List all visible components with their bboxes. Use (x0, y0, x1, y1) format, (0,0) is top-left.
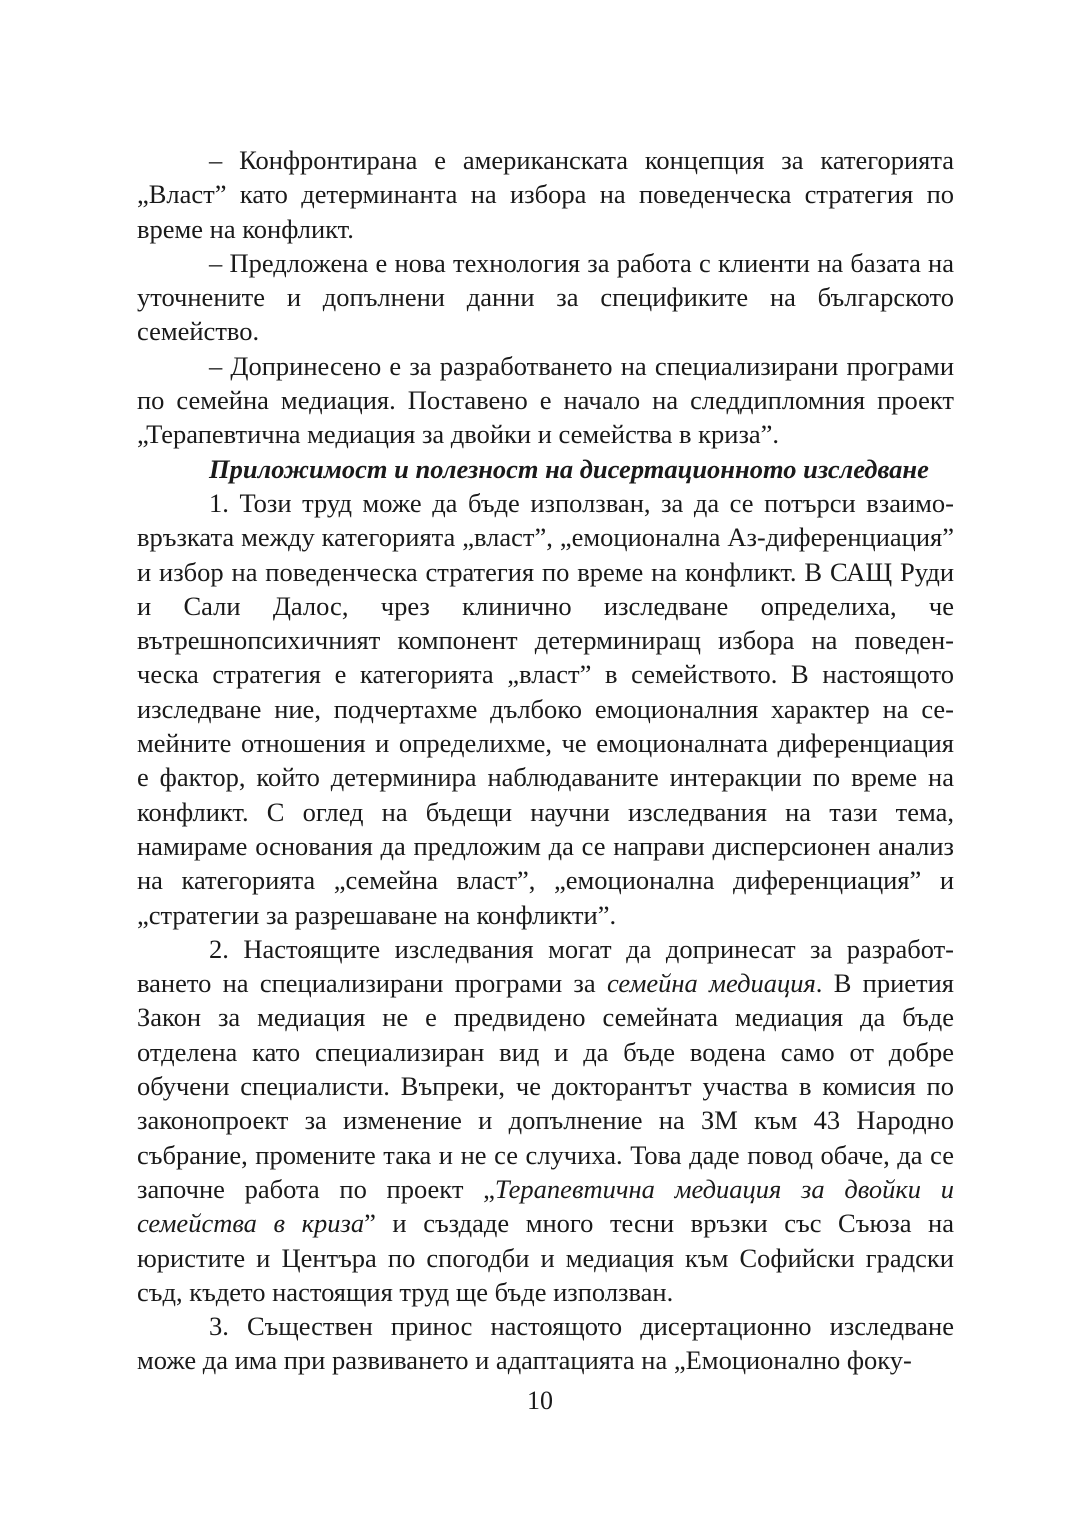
paragraph-point-1: 1. Този труд може да бъде използван, за да се потърси взаимовръзката между категорията „власт”, „емоционална Аз-диференциация” и избор на поведенческа стратегия по време на конфликт. В САЩ Руди и Сали Далос, чрез клинично изследване определиха, че вътрешнопсихичният компонент детерминиращ избора на поведенческа стратегия е категорията „власт” в семейството. В настоящото изследване ние, подчертахме дълбоко емоционалния характер на семейните отношения и определихме, че емоционалната диференциация е фактор, който детерминира наблюдаваните интеракции по време на конфликт. С оглед на бъдещи научни изследвания на тази тема, намираме основания да предложим да се направи дисперсионен анализ на категорията „семейна власт”, „емоционална диференциация” и „стратегии за разрешаване на конфликти”. (137, 487, 954, 930)
point-2-text-c: ” и създаде много тесни връзки със Съюза на юристите и Центъра по спогодби и медиация към Софийски градски съд, където настоящия труд ще бъде използван. (137, 1208, 954, 1307)
point-2-text-a: 2. Настоящите изследвания могат да допринесат за разработването на специализирани програми за (137, 933, 954, 999)
point-2-italic-project-title: Терапевтична медиация за двойки и семейства в криза (137, 1173, 955, 1239)
section-heading: Приложимост и полезност на дисертационното изследване (209, 453, 929, 484)
paragraph-mediation-programs: – Допринесено е за разработването на специализирани програми по семейна медиация. Поставено е начало на следдипломния проект „Терапевтична медиация за двойки и семейства в криза”. (137, 350, 954, 450)
point-2-text-b: . В приетия Закон за медиация не е предвидено семейната медиация да бъде отделена като специализиран вид и да бъде водена само от добре обучени специалисти. Въпреки, че докторантът участва в комисия по законопроект за изменение и допълнение на ЗМ към 43 Народно събрание, промените така и не се случиха. Това даде повод обаче, да се започне работа по проект „ (137, 968, 954, 1204)
page-body (137, 143, 954, 1378)
paragraph-point-3: 3. Съществен принос настоящото дисертационно изследване може да има при развиването и адаптацията на „Емоционално фоку- (137, 1311, 954, 1376)
paragraph-new-technology: – Предложена е нова технология за работа с клиенти на базата на уточнените и допълнени данни за спецификите на българското семейство. (137, 247, 954, 347)
page-number: 10 (527, 1386, 553, 1415)
point-2-italic-family-mediation: семейна медиация (606, 968, 816, 999)
paragraph-point-2 (137, 932, 954, 1309)
paragraph-power-concept: – Конфронтирана е американската концепция за категорията „Власт” като детерминанта на избора на поведенческа стратегия по време на конфликт. (137, 145, 954, 244)
